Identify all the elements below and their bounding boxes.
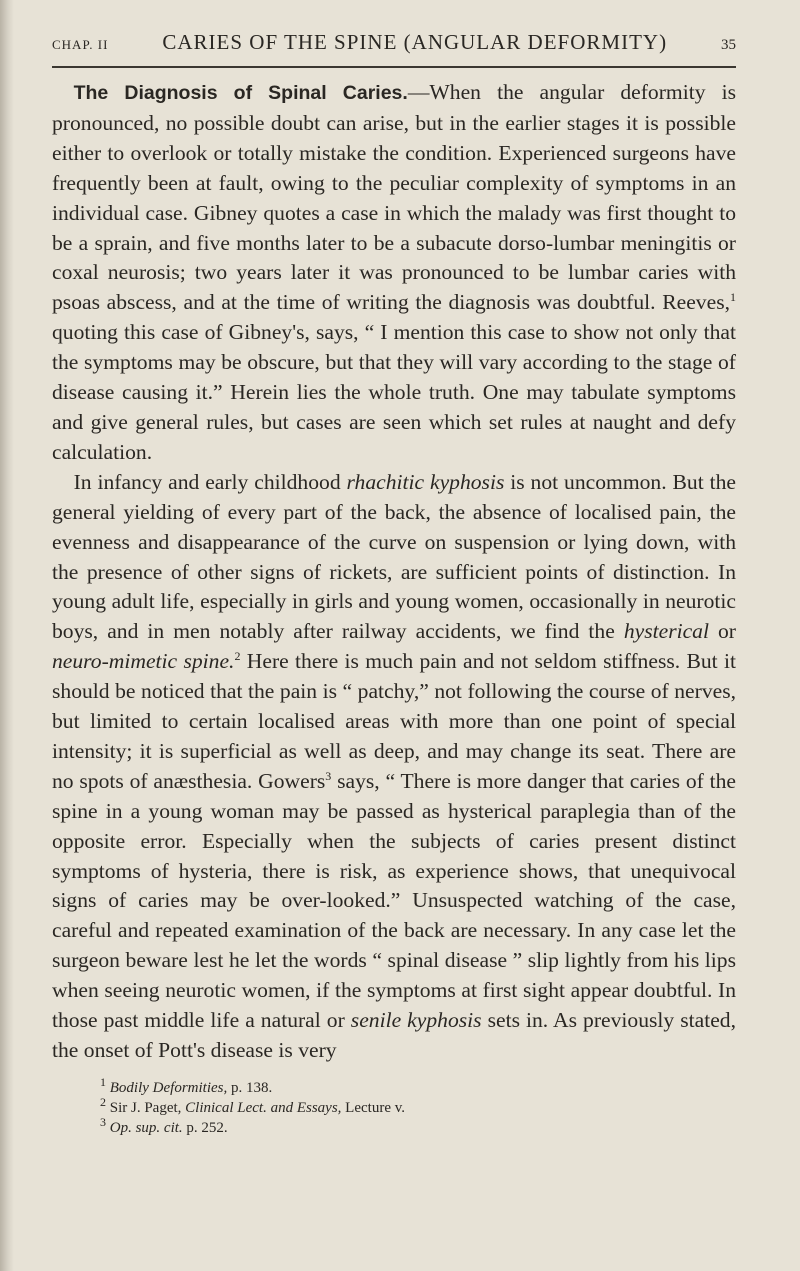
footnote-number: 2 (100, 1094, 106, 1109)
paragraph-text: or (708, 619, 737, 644)
footnote-ref-3: 3 (325, 768, 332, 783)
paragraph-kyphosis (52, 468, 736, 1066)
footnote-text: p. 138. (227, 1079, 273, 1096)
footnote-number: 3 (100, 1114, 106, 1129)
running-title: CARIES OF THE SPINE (ANGULAR DEFORMITY) (162, 30, 668, 54)
footnote-text: Lecture v. (341, 1099, 405, 1116)
paragraph-text: —When the angular deformity is pronounced, no possible doubt can arise, but in the earlier stages it is possible either to overlook or totally mistake the condition. Experienced surgeons have frequently been at fault, owing to the peculiar complexity of symptoms in an individual case. Gibney quotes a case in which the malady was first thought to be a sprain, and five months later to be a subacute dorso-lumbar meningitis or coxal neurosis; two years later it was pronounced to be lumbar caries with psoas abscess, and at the time of writing the diagnosis was doubtful. Reeves, (52, 80, 737, 315)
footnote (100, 1074, 736, 1098)
paragraph-text: sets in. As previously stated, the onset of Pott's disease is very (52, 1008, 736, 1062)
emphasis-term: neuro-mimetic spine. (52, 649, 235, 674)
footnote-ref-1: 1 (730, 290, 736, 305)
paragraph-diagnosis (52, 78, 736, 468)
footnote-author: Sir J. Paget, (109, 1099, 186, 1116)
footnote (100, 1114, 736, 1138)
book-page (52, 30, 736, 1138)
page-number: 35 (721, 37, 736, 53)
footnote-text: p. 252. (182, 1119, 228, 1136)
chapter-label: CHAP. II (52, 37, 109, 52)
paragraph-text: In infancy and early childhood (73, 469, 347, 494)
page-binding-shadow (0, 0, 14, 1271)
footnote (100, 1094, 736, 1118)
paragraph-text: is not uncommon. But the general yielding of every part of the back, the absence of localised pain, the evenness and disappearance of the curve on suspension or lying down, with the presence of other signs of rickets, are sufficient points of distinction. In young adult life, especially in girls and young women, occasionally in neurotic boys, and in men notably after railway accidents, we find the (52, 469, 736, 644)
footnote-title: Bodily Deformities, (109, 1079, 228, 1096)
footnote-title: Clinical Lect. and Essays, (185, 1099, 342, 1116)
paragraph-text: quoting this case of Gibney's, says, “ I mention this case to show not only that the symptoms may be obscure, but that they will vary according to the stage of disease causing it.” Herein lies the whole truth. One may tabulate symptoms and give general rules, but cases are seen which set rules at naught and defy calculation. (52, 320, 736, 464)
emphasis-term: senile kyphosis (350, 1008, 482, 1033)
section-heading: The Diagnosis of Spinal Caries. (73, 82, 408, 104)
footnote-title: Op. sup. cit. (109, 1119, 183, 1136)
footnote-number: 1 (100, 1074, 106, 1089)
header-rule (52, 66, 736, 68)
emphasis-term: hysterical (623, 619, 709, 644)
footnotes (52, 1074, 736, 1138)
footnote-ref-2: 2 (234, 649, 241, 664)
running-head (52, 30, 736, 60)
paragraph-text: says, “ There is more danger that caries of the spine in a young woman may be passed as hysterical paraplegia than of the opposite error. Especially when the subjects of caries present distinct symptoms of hysteria, there is risk, as experience shows, that unequivocal signs of caries may be over-looked.” Unsuspected watching of the case, careful and repeated examination of the back are necessary. In any case let the surgeon beware lest he let the words “ spinal disease ” slip lightly from his lips when seeing neurotic women, if the symptoms at first sight appear doubtful. In those past middle life a natural or (52, 768, 736, 1033)
paragraph-text: Here there is much pain and not seldom stiffness. But it should be noticed that the pain is “ patchy,” not following the course of nerves, but limited to certain localised areas with more than one point of special intensity; it is superficial as well as deep, and may change its seat. There are no spots of anæsthesia. Gowers (52, 649, 736, 793)
body-text (52, 78, 736, 1066)
emphasis-term: rhachitic kyphosis (346, 469, 505, 494)
